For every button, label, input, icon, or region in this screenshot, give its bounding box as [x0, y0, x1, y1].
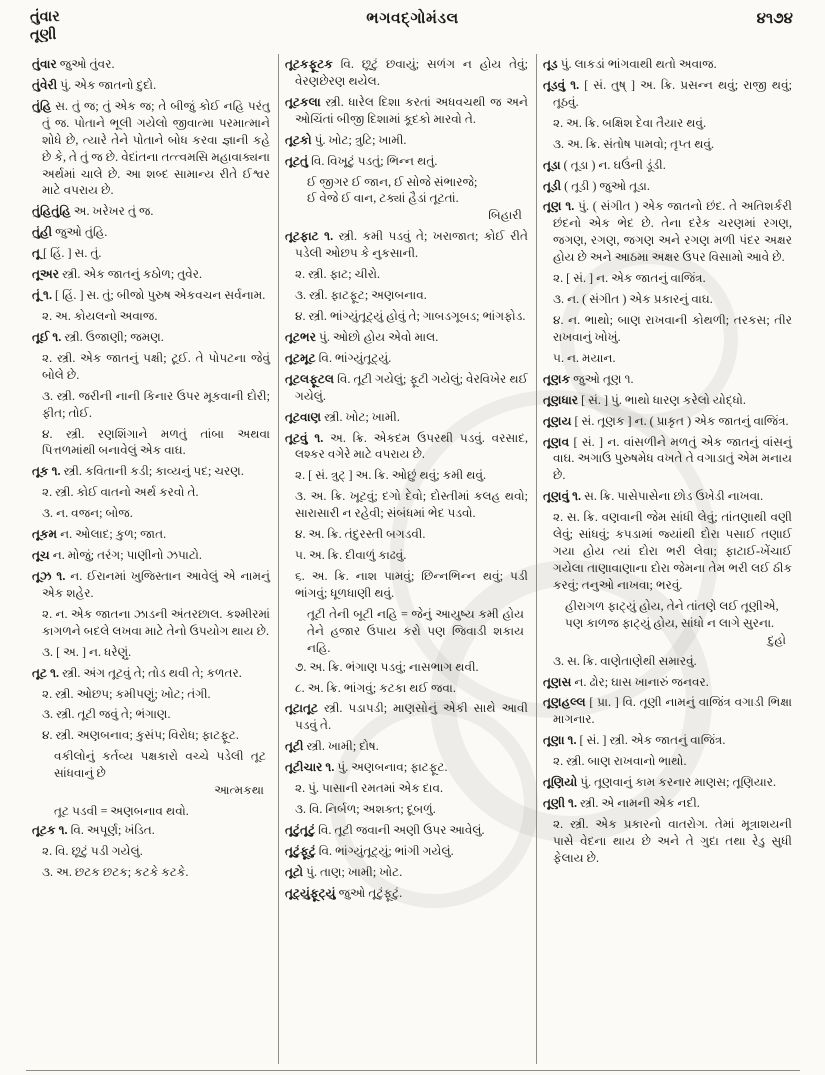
dictionary-entry: તૂટતું વિ. વિખૂટું પડતું; ભિન્ન થતું.	[285, 153, 438, 168]
entry-headword: તૂટકલા	[285, 94, 326, 109]
entry-sense: ૩. સ્ત્રી. ફાટફૂટ; અણબનાવ.	[295, 288, 427, 303]
entry-headword: તૂટફાટ ૧.	[285, 229, 339, 244]
dictionary-entry: તૂટમૂટ વિ. ભાંગ્યુંતૂટ્યું.	[285, 350, 392, 365]
dictionary-entry: તૂટુંફૂટું વિ. ભાંગ્યુંતૂટ્યું; ભાંગી ગયેલું.	[285, 843, 454, 858]
entry-headword: તૂટવું ૧.	[285, 430, 331, 445]
entry-headword: તૂટો	[285, 864, 307, 879]
entry-headword: તૂણધાર	[543, 392, 582, 407]
entry-sense: ૨. અ. કોયલનો અવાજ.	[42, 308, 158, 323]
entry-sense: ૨. સ્ત્રી. એક પ્રકારનો વાતરોગ. તેમાં મૂત્રાશયની પાસે વેદના થાય છે અને તે ગુદા તથા રેડુ સુધી ફેલાય છે.	[553, 816, 792, 865]
dictionary-entry: તૂટ ૧. સ્ત્રી. અંગ તૂટવું તે; તોડ થવી તે; કળતર.	[32, 665, 242, 680]
entry-headword: તૂટવાણ	[285, 409, 325, 424]
entry-headword: તૂટતું	[285, 153, 312, 168]
dictionary-entry: તુંવેરી પું. એક જાતનો દુદો.	[32, 77, 157, 92]
entry-sense: ૫. ન. મયાન.	[553, 350, 616, 365]
entry-sense: ૩. સ્ત્રી. જરીની નાની કિનાર ઉપર મૂકવાની દોરી; ફીત; તોઈ.	[42, 388, 270, 420]
entry-sense: ૪. અ. ક્રિ. તંદુરસ્તી બગડવી.	[295, 527, 426, 542]
entry-sense: ૪. સ્ત્રી. રણશિંગાને મળતું તાંબા અથવા પિત્તળમાંથી બનાવેલું એક વાઘ.	[42, 426, 270, 458]
dictionary-entry: તૂણહલ્લ [ પ્રા. ] વિ. તૂણી નામનું વાજિંત્ર વગાડી ભિક્ષા માગનાર.	[543, 695, 792, 727]
dictionary-entry: તુંહિતુંહિ અ. ખરેખર તું જ.	[32, 204, 154, 219]
entry-sense: ૨. ન. એક જાતના ઝાડની અંતરછાલ. કશ્મીરમાં કાગળને બદલે લખવા માટે તેનો ઉપયોગ થાય છે.	[42, 606, 270, 638]
dictionary-entry: તૂટક ૧. વિ. અપૂર્ણ; ખંડિત.	[32, 822, 155, 837]
column-3	[536, 54, 800, 1064]
entry-sense: ૫. અ. ક્રિ. દીવાળું કાઢવું.	[295, 548, 407, 563]
quote-attribution: આત્મકથા	[214, 783, 264, 798]
guide-word-bottom: તૂણી	[30, 27, 57, 44]
entry-headword: તૂટક ૧.	[32, 822, 71, 837]
entry-headword: તૂટમૂટ	[285, 350, 319, 365]
entry-sense: ૨. સ્ત્રી. કોઈ વાતનો અર્થ કરવો તે.	[42, 485, 199, 500]
entry-headword: તૂડવું ૧.	[543, 77, 585, 92]
entry-headword: તૂટકફૂટક	[285, 57, 341, 71]
dictionary-columns	[26, 54, 800, 1064]
entry-sense: ૨. પું. પાસાની રમતમાં એક દાવ.	[295, 781, 444, 796]
entry-sense: ૨. અ. ક્રિ. બક્ષિશ દેવા તૈયાર થવું.	[553, 115, 707, 130]
entry-headword: તૂણવું ૧.	[543, 489, 585, 504]
entry-sense: ૩. સ્ત્રી. તૂટી જવું તે; ભંગાણ.	[42, 707, 171, 722]
entry-headword: તૂચ	[32, 548, 53, 563]
bottom-rule	[26, 1070, 800, 1071]
entry-headword: તૂણ ૧.	[543, 199, 579, 214]
entry-headword: તૂટીચાર ૧.	[285, 760, 338, 775]
entry-headword: તૂટલફૂટલ	[285, 371, 338, 386]
page-title: ભગવદ્ગોમંડલ	[366, 10, 459, 27]
dictionary-entry: તૂડ પું. લાકડાં ભાંગવાથી થતો અવાજ.	[543, 57, 717, 71]
entry-headword: તુંવાર	[32, 57, 60, 71]
entry-headword: તૂ	[32, 246, 44, 261]
entry-sense: ૨. વિ. છૂટું પડી ગયેલું.	[42, 843, 143, 858]
entry-quote: હીરાગળ ફાટ્યું હોય, તેને તાંતણે લઈ તૂણીએ, પણ કાળજ ફાટ્યું હોય, સાંધો ન લાગે સુરના.	[565, 598, 779, 630]
entry-headword: તુંહિ	[32, 98, 56, 113]
dictionary-entry: તૂણા ૧. [ સં. ] સ્ત્રી. એક જાતનું વાજિંત્ર.	[543, 733, 726, 748]
entry-headword: તૂણહલ્લ	[543, 695, 590, 710]
dictionary-entry: તૂચ ન. મોજું; તરંગ; પાણીનો ઝપાટો.	[32, 548, 202, 563]
entry-sense: ૬. અ. ક્રિ. નાશ પામવું; છિન્નભિન્ન થવું; પડી ભાંગવું; ધૂળધાણી થવું.	[295, 568, 528, 600]
entry-sense: ૭. અ. ક્રિ. ભંગાણ પડવું; નાસભાગ થવી.	[295, 659, 479, 674]
dictionary-entry: તૂણિયો પું. તૂણવાનું કામ કરનાર માણસ; તૂણિયાર.	[543, 775, 777, 790]
column-1	[26, 54, 278, 1064]
entry-quote: તૂટી તેની બૂટી નહિ = જેનું આયુષ્ય કમી હોય તેને હજાર ઉપાય કરો પણ જિવાડી શકાય નહિ.	[307, 606, 524, 655]
entry-headword: તુંવેરી	[32, 77, 61, 92]
entry-headword: તૂઅર	[32, 267, 63, 282]
entry-headword: તુંહી	[32, 225, 56, 240]
dictionary-entry: તૂઈ ૧. સ્ત્રી. ઉજાણી; જમણ.	[32, 329, 164, 344]
entry-headword: તૂણક	[543, 371, 574, 386]
entry-headword: તૂટ્યુંફૂટ્યું	[285, 885, 339, 900]
entry-headword: તૂં ૧.	[32, 288, 56, 303]
page-header	[0, 0, 825, 52]
entry-sense: ૨. [ સં. ] ન. એક જાતનું વાજિંત્ર.	[553, 271, 706, 286]
dictionary-entry: તૂં ૧. [ હિં. ] સ. તું; બીજો પુરુષ એકવચન સર્વનામ.	[32, 288, 266, 303]
dictionary-entry: તૂણ ૧. પું. ( સંગીત ) એક જાતનો છંદ. તે અતિશર્કરી છંદનો એક ભેદ છે. તેના દરેક ચરણમાં રગણ, જગણ, રગણ, જગણ અને રગણ મળી પંદર અક્ષર હોય છે અને આઠમા અક્ષર ઉપર વિસામો આવે છે.	[543, 199, 793, 265]
dictionary-entry: તૂડા ( તૂડા ) ન. ઘઉંની ડૂંડી.	[543, 157, 666, 172]
dictionary-entry: તૂટવાણ સ્ત્રી. ખોટ; ખામી.	[285, 409, 400, 424]
dictionary-entry: તૂટકફૂટક વિ. છૂટું છવાયું; સળંગ ન હોય તેવું; વેરણછેરણ થયેલ.	[285, 57, 528, 88]
dictionary-entry: તુંહિ સ. તું જ; તું એક જ; તે બીજું કોઈ નહિ પરંતુ તું જ. પોતાને ભૂલી ગયેલો જીવાત્મા પરમાત્માને શોધે છે, ત્યારે તેને પોતાને બોધ કરવા જ્ઞાની કહે છે કે, તે તું જ છે. વેદાંતના તત્ત્વમસિ મહાવાક્યના અર્થમાં ચાલે છે. આ શબ્દ સામાન્ય રીતે ઈશ્વર માટે વપરાય છે.	[32, 98, 270, 198]
entry-headword: તૂણસ	[543, 674, 575, 689]
dictionary-entry: તૂટલફૂટલ વિ. તૂટી ગયેલું; ફૂટી ગયેલું; વેરવિખેર થઈ ગયેલું.	[285, 371, 528, 403]
dictionary-entry: તૂઅર સ્ત્રી. એક જાતનું કઠોળ; તુવેર.	[32, 267, 203, 282]
entry-sense: ૩. [ અ. ] ન. ધરેણું.	[42, 644, 132, 659]
entry-headword: તૂણિયો	[543, 775, 581, 790]
entry-sense: ૩. અ. ક્રિ. સંતોષ પામવો; તૃપ્ત થવું.	[553, 136, 715, 151]
dictionary-entry: તૂટી સ્ત્રી. ખામી; દોષ.	[285, 739, 379, 754]
quote-attribution: બિહારી	[488, 208, 522, 223]
dictionary-entry: તુંવાર જુઓ તુંવર.	[32, 57, 115, 71]
entry-sense: ૪. સ્ત્રી. અણબનાવ; કુસંપ; વિરોધ; ફાટફૂટ.	[42, 728, 239, 743]
entry-sense: ૨. સ્ત્રી. બાણ રાખવાનો ભાથો.	[553, 754, 687, 769]
dictionary-entry: તૂટુંતૂટું વિ. તૂટી જવાની અણી ઉપર આવેલું.	[285, 822, 485, 837]
entry-headword: તૂણી ૧.	[543, 796, 581, 811]
dictionary-entry: તૂટકો પું. ખોટ; ત્રુટિ; ખામી.	[285, 132, 407, 147]
entry-sense: ૩. ન. ( સંગીત ) એક પ્રકારનું વાઘ.	[553, 292, 713, 307]
entry-headword: તૂક ૧.	[32, 464, 64, 479]
dictionary-entry: તૂણય [ સં. તૂણક ] ન. ( પ્રાકૃત ) એક જાતનું વાજિંત્ર.	[543, 413, 789, 428]
entry-sense: ૪. ન. ભાથો; બાણ રાખવાની કોથળી; તરકસ; તીર રાખવાનું ખોખું.	[553, 312, 792, 344]
dictionary-entry: તૂણક જુઓ તૂણ ૧.	[543, 371, 634, 386]
entry-headword: તૂણા ૧.	[543, 733, 580, 748]
entry-headword: તૂઈ ૧.	[32, 329, 65, 344]
entry-sense: ૩. વિ. નિર્બળ; અશક્ત; દૂબળું.	[295, 802, 436, 817]
dictionary-entry: તૂઝ ૧. ન. ઈરાનમાં ખુજિસ્તાન આવેલું એ નામનું એક શહેર.	[32, 568, 270, 600]
dictionary-entry: તૂટીચાર ૧. પું. અણબનાવ; ફાટફૂટ.	[285, 760, 448, 775]
guide-word-top: તુંવાર	[30, 9, 60, 25]
entry-headword: તૂડા	[543, 157, 564, 172]
entry-headword: તૂકમ	[32, 527, 61, 542]
dictionary-entry: તૂડી ( તૂડી ) જુઓ તૂડા.	[543, 178, 650, 193]
entry-headword: તૂટભર	[285, 329, 320, 344]
entry-sense: ૩. અ. ક્રિ. ખૂટવું; દગો દેવો; દોસ્તીમાં કલહ થવો; સારાસારી ન રહેવી; સંબંધમાં ભેદ પડવો.	[295, 489, 528, 521]
dictionary-entry: તૂણસ ન. ઢોર; ઘાસ ખાનારું જનવર.	[543, 674, 709, 689]
entry-sense: ૮. અ. ક્રિ. ભાંગવું; કટકા થઈ જવા.	[295, 680, 456, 695]
entry-sense: ૪. સ્ત્રી. ભાંગ્યુંતૂટ્યું હોવું તે; ગાબડગૂબડ; ભાંગફોડ.	[295, 308, 526, 323]
entry-headword: તૂઝ ૧.	[32, 568, 71, 583]
entry-sense: ૩. ન. વજન; બોજ.	[42, 506, 133, 521]
entry-sense: ૨. [ સં. ત્રુટ્ ] અ. ક્રિ. ઓછું થવું; કમી થવું.	[295, 468, 487, 483]
entry-headword: તૂટી	[285, 739, 307, 754]
dictionary-entry: તૂણી ૧. સ્ત્રી. એ નામની એક નદી.	[543, 796, 700, 811]
dictionary-entry: તૂક ૧. સ્ત્રી. કવિતાની કડી; કાવ્યનું પદ; ચરણ.	[32, 464, 244, 479]
entry-headword: તૂટુંફૂટું	[285, 843, 319, 858]
entry-headword: તૂટકો	[285, 132, 315, 147]
entry-sense: ૩. અ. છટક છટક; કટકે કટકે.	[42, 864, 189, 879]
dictionary-entry: તૂટો પું. તાણ; ખામી; ખોટ.	[285, 864, 403, 879]
entry-quote: તૂટ પડવી = અણબનાવ થવો.	[54, 804, 189, 819]
entry-quote: વકીલોનું કર્તવ્ય પક્ષકારો વચ્ચે પડેલી તૂટ સાંધવાનું છે	[54, 749, 266, 781]
dictionary-entry: તૂકમ ન. ઓલાદ; કુળ; જાત.	[32, 527, 167, 542]
page-number: ૪૧૭૪	[756, 11, 793, 27]
entry-headword: તૂણય	[543, 413, 575, 428]
entry-headword: તુંહિતુંહિ	[32, 204, 74, 219]
entry-sense: ૨. સ. ક્રિ. વણવાની જેમ સાંધી લેવું; તાંતણાથી વણી લેવું; સાંધવું; કપડામાં જ્યાંથી દોરા પસાઈ તણાઈ ગયા હોય ત્યાં દોરા ભરી લેવા; ફાટાઈ-ખેંચાઈ ગયેલા તાણાવાણાના દોરા જેમના તેમ ભરી લઈ ઠીક કરવું; તનુઓ નાખવા; ભરવું.	[553, 510, 792, 592]
entry-headword: તૂટાતૂટ	[285, 701, 325, 716]
dictionary-entry: તૂટભર પું. ઓછો હોય એવો માલ.	[285, 329, 439, 344]
dictionary-entry: તૂણધાર [ સં. ] પું. ભાથો ધારણ કરેલો યોદ્ધો.	[543, 392, 746, 407]
dictionary-entry: તૂટફાટ ૧. સ્ત્રી. કમી પડવું તે; ખરાજાત; કોઈ રીતે પડેલી ઓછપ કે નુકસાની.	[285, 229, 528, 261]
dictionary-entry: તૂ [ હિં. ] સ. તું.	[32, 246, 102, 261]
entry-sense: ૨. સ્ત્રી. ફાટ; ચીરો.	[295, 267, 381, 282]
entry-sense: ૨. સ્ત્રી. ઓછપ; કમીપણું; ખોટ; તંગી.	[42, 686, 211, 701]
entry-sense: ૨. સ્ત્રી. એક જાતનું પક્ષી; ટૂઈ. તે પોપટના જેવું બોલે છે.	[42, 350, 270, 382]
entry-headword: તૂડ	[543, 57, 561, 71]
quote-attribution: દુહો	[767, 632, 786, 647]
entry-headword: તૂટુંતૂટું	[285, 822, 319, 837]
dictionary-entry: તૂડવું ૧. [ સં. તુષ્ ] અ. ક્રિ. પ્રસન્ન થવું; રાજી થવું; તૂઠવું.	[543, 77, 792, 109]
dictionary-entry: તૂણવ [ સં. ] ન. વાંસળીને મળતું એક જાતનું વાંસનું વાઘ. અગાઉ પુરુષમેધ વખતે તે વગાડાતું એમ મનાય છે.	[543, 434, 793, 483]
dictionary-entry: તૂટાતૂટ સ્ત્રી. પડાપડી; માણસોનું એકી સાથે આવી પડવું તે.	[285, 701, 528, 733]
dictionary-entry: તૂટવું ૧. અ. ક્રિ. એકદમ ઉપરથી પડવું. વરસાદ, લશ્કર વગેરે માટે વપરાય છે.	[285, 430, 528, 462]
dictionary-entry: તૂટ્યુંફૂટ્યું જુઓ તૂટુંફૂટું.	[285, 885, 403, 900]
entry-headword: તૂણવ	[543, 434, 574, 449]
entry-headword: તૂટ ૧.	[32, 665, 63, 680]
entry-sense: ૩. સ. ક્રિ. વાણેતાણેથી સમારવું.	[553, 653, 697, 668]
entry-headword: તૂડી	[543, 178, 565, 193]
dictionary-entry: તુંહી જુઓ તુંહિ.	[32, 225, 108, 240]
entry-quote: ઈ જીગર ઈ જાન, ઈ સોજે સંભારજે; ઈ વેજે ઈ વાન, ટક્યાં હૈડાં તૂટતાં.	[307, 174, 478, 206]
dictionary-entry: તૂટકલા સ્ત્રી. ધારેલ દિશા કરતાં અધવચથી જ અને ઓચિંતાં બીજી દિશામાં કૂદકો મારવો તે.	[285, 94, 528, 126]
dictionary-entry: તૂણવું ૧. સ. ક્રિ. પાસેપાસેના છોડ ઉખેડી નાખવા.	[543, 489, 764, 504]
column-2	[278, 54, 536, 1064]
